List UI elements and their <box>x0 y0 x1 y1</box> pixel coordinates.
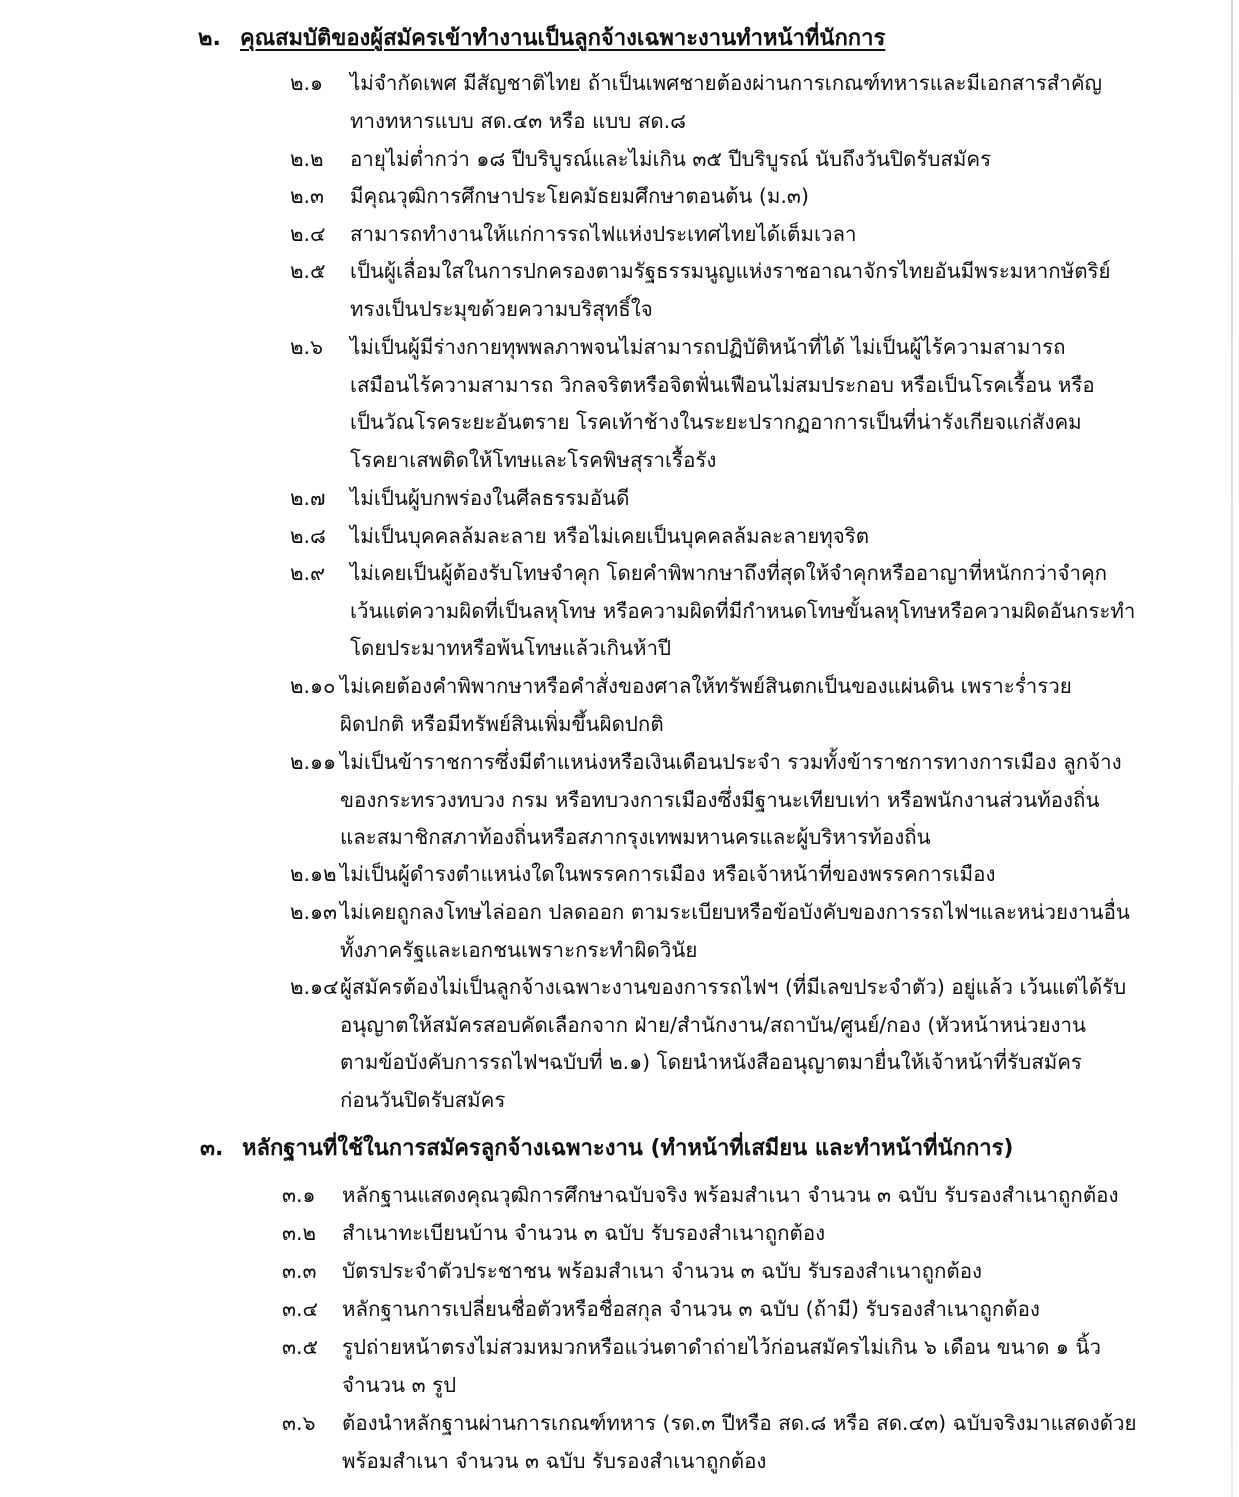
item-text-line: ไม่จำกัดเพศ มีสัญชาติไทย ถ้าเป็นเพศชายต้องผ่านการเกณฑ์ทหารและมีเอกสารสำคัญ <box>350 71 1103 95</box>
item-number: ๒.๑๑ <box>290 750 337 774</box>
item-text-line: ไม่เป็นบุคคลล้มละลาย หรือไม่เคยเป็นบุคคลล้มละลายทุจริต <box>350 524 870 548</box>
section-2-heading <box>198 20 885 55</box>
list-item-3-5 <box>282 1329 1101 1404</box>
list-item-2-8 <box>290 518 869 556</box>
item-number: ๒.๖ <box>290 335 324 359</box>
item-number: ๒.๓ <box>290 184 325 208</box>
list-item-2-6 <box>290 329 1095 479</box>
section-3-title: หลักฐานที่ใช้ในการสมัครลูกจ้างเฉพาะงาน (ทำหน้าที่เสมียน และทำหน้าที่นักการ) <box>242 1136 1014 1161</box>
item-text-line: เป็นวัณโรคระยะอันตราย โรคเท้าช้างในระยะปรากฏอาการเป็นที่น่ารังเกียจแก่สังคม <box>350 410 1082 435</box>
item-text-line: อายุไม่ต่ำกว่า ๑๘ ปีบริบูรณ์และไม่เกิน ๓๕ ปีบริบูรณ์ นับถึงวันปิดรับสมัคร <box>350 147 992 171</box>
item-text-line: ไม่เป็นข้าราชการซึ่งมีตำแหน่งหรือเงินเดือนประจำ รวมทั้งข้าราชการทางการเมือง ลูกจ้าง <box>340 750 1122 774</box>
item-number: ๓.๔ <box>282 1297 319 1321</box>
section-3-heading <box>200 1130 1013 1165</box>
item-text-line: ไม่เคยถูกลงโทษไล่ออก ปลดออก ตามระเบียบหรือข้อบังคับของการรถไฟฯและหน่วยงานอื่น <box>340 900 1130 924</box>
list-item-2-12 <box>290 856 995 894</box>
item-text-line: ของกระทรวงทบวง กรม หรือทบวงการเมืองซึ่งมีฐานะเทียบเท่า หรือพนักงานส่วนท้องถิ่น <box>340 787 1100 812</box>
item-number: ๓.๕ <box>282 1335 319 1359</box>
list-item-2-3 <box>290 178 809 216</box>
item-text-line: มีคุณวุฒิการศึกษาประโยคมัธยมศึกษาตอนต้น (ม.๓) <box>350 184 809 208</box>
item-text-line: โดยประมาทหรือพ้นโทษแล้วเกินห้าปี <box>350 636 672 661</box>
list-item-2-4 <box>290 216 857 254</box>
item-text-line: จำนวน ๓ รูป <box>342 1372 457 1397</box>
item-number: ๒.๑๐ <box>290 674 336 698</box>
item-text-line: ไม่เป็นผู้ดำรงตำแหน่งใดในพรรคการเมือง หรือเจ้าหน้าที่ของพรรคการเมือง <box>340 862 996 886</box>
scan-edge-line <box>1231 0 1233 1497</box>
list-item-3-2 <box>282 1215 825 1253</box>
item-number: ๒.๔ <box>290 222 326 246</box>
list-item-2-2 <box>290 141 991 179</box>
item-number: ๒.๗ <box>290 486 326 510</box>
item-number: ๒.๑๔ <box>290 975 339 999</box>
item-text-line: รูปถ่ายหน้าตรงไม่สวมหมวกหรือแว่นตาดำถ่ายไว้ก่อนสมัครไม่เกิน ๖ เดือน ขนาด ๑ นิ้ว <box>342 1335 1101 1359</box>
item-text-line: ไม่เป็นผู้บกพร่องในศีลธรรมอันดี <box>350 486 630 510</box>
item-text-line: เสมือนไร้ความสามารถ วิกลจริตหรือจิตฟั่นเฟือนไม่สมประกอบ หรือเป็นโรคเรื้อน หรือ <box>350 372 1095 397</box>
item-text-line: ผู้สมัครต้องไม่เป็นลูกจ้างเฉพาะงานของการรถไฟฯ (ที่มีเลขประจำตัว) อยู่แล้ว เว้นแต่ได้รับ <box>340 975 1127 999</box>
list-item-2-5 <box>290 253 1111 328</box>
item-number: ๒.๒ <box>290 147 324 171</box>
item-number: ๒.๑ <box>290 71 324 95</box>
list-item-3-6 <box>282 1405 1137 1480</box>
item-text-line: ไม่เป็นผู้มีร่างกายทุพพลภาพจนไม่สามารถปฏิบัติหน้าที่ได้ ไม่เป็นผู้ไร้ความสามารถ <box>350 335 1066 359</box>
item-text-line: ต้องนำหลักฐานผ่านการเกณฑ์ทหาร (รด.๓ ปีหรือ สด.๘ หรือ สด.๔๓) ฉบับจริงมาแสดงด้วย <box>342 1411 1137 1435</box>
item-text-line: สำเนาทะเบียนบ้าน จำนวน ๓ ฉบับ รับรองสำเนาถูกต้อง <box>342 1221 826 1245</box>
list-item-2-10 <box>290 668 1072 743</box>
item-text-line: เป็นผู้เลื่อมใสในการปกครองตามรัฐธรรมนูญแห่งราชอาณาจักรไทยอันมีพระมหากษัตริย์ <box>350 259 1111 283</box>
item-text-line: บัตรประจำตัวประชาชน พร้อมสำเนา จำนวน ๓ ฉบับ รับรองสำเนาถูกต้อง <box>342 1259 983 1283</box>
item-number: ๒.๑๒ <box>290 862 337 886</box>
list-item-3-3 <box>282 1253 982 1291</box>
item-text-line: ไม่เคยเป็นผู้ต้องรับโทษจำคุก โดยคำพิพากษาถึงที่สุดให้จำคุกหรืออาญาที่หนักกว่าจำคุก <box>350 561 1108 585</box>
item-text-line: ผิดปกติ หรือมีทรัพย์สินเพิ่มขึ้นผิดปกติ <box>340 711 664 736</box>
item-text-line: ทั้งภาครัฐและเอกชนเพราะกระทำผิดวินัย <box>340 937 698 962</box>
list-item-3-1 <box>282 1177 1118 1215</box>
item-text-line: โรคยาเสพติดให้โทษและโรคพิษสุราเรื้อรัง <box>350 447 717 472</box>
item-number: ๒.๘ <box>290 524 326 548</box>
list-item-2-13 <box>290 894 1130 969</box>
list-item-2-1 <box>290 65 1102 140</box>
item-text-line: ก่อนวันปิดรับสมัคร <box>340 1087 506 1112</box>
item-text-line: ไม่เคยต้องคำพิพากษาหรือคำสั่งของศาลให้ทรัพย์สินตกเป็นของแผ่นดิน เพราะร่ำรวย <box>340 674 1072 698</box>
item-text-line: พร้อมสำเนา จำนวน ๓ ฉบับ รับรองสำเนาถูกต้อง <box>342 1448 767 1473</box>
item-text-line: สามารถทำงานให้แก่การรถไฟแห่งประเทศไทยได้เต็มเวลา <box>350 222 857 246</box>
item-text-line: ทรงเป็นประมุขด้วยความบริสุทธิ์ใจ <box>350 296 653 321</box>
list-item-2-14 <box>290 969 1126 1119</box>
item-text-line: เว้นแต่ความผิดที่เป็นลหุโทษ หรือความผิดที่มีกำหนดโทษขั้นลหุโทษหรือความผิดอันกระทำ <box>350 598 1136 623</box>
section-2-title: คุณสมบัติของผู้สมัครเข้าทำงานเป็นลูกจ้างเฉพาะงานทำหน้าที่นักการ <box>240 26 886 51</box>
item-number: ๓.๒ <box>282 1221 317 1245</box>
item-number: ๒.๙ <box>290 561 326 585</box>
section-2-number: ๒. <box>198 26 221 51</box>
item-text-line: ตามข้อบังคับการรถไฟฯฉบับที่ ๒.๑) โดยนำหนังสืออนุญาตมายื่นให้เจ้าหน้าที่รับสมัคร <box>340 1050 1082 1075</box>
item-number: ๒.๑๓ <box>290 900 338 924</box>
list-item-2-11 <box>290 744 1122 857</box>
item-text-line: และสมาชิกสภาท้องถิ่นหรือสภากรุงเทพมหานครและผู้บริหารท้องถิ่น <box>340 825 931 850</box>
item-text-line: หลักฐานแสดงคุณวุฒิการศึกษาฉบับจริง พร้อมสำเนา จำนวน ๓ ฉบับ รับรองสำเนาถูกต้อง <box>342 1183 1119 1207</box>
item-number: ๓.๓ <box>282 1259 317 1283</box>
item-number: ๒.๕ <box>290 259 326 283</box>
item-text-line: อนุญาตให้สมัครสอบคัดเลือกจาก ฝ่าย/สำนักงาน/สถาบัน/ศูนย์/กอง (หัวหน้าหน่วยงาน <box>340 1012 1087 1037</box>
list-item-3-4 <box>282 1291 1040 1329</box>
list-item-2-7 <box>290 480 629 518</box>
section-3-number: ๓. <box>200 1136 224 1161</box>
list-item-2-9 <box>290 555 1135 668</box>
item-number: ๓.๑ <box>282 1183 316 1207</box>
item-number: ๓.๖ <box>282 1411 316 1435</box>
item-text-line: หลักฐานการเปลี่ยนชื่อตัวหรือชื่อสกุล จำนวน ๓ ฉบับ (ถ้ามี) รับรองสำเนาถูกต้อง <box>342 1297 1040 1321</box>
item-text-line: ทางทหารแบบ สด.๔๓ หรือ แบบ สด.๘ <box>350 108 686 133</box>
